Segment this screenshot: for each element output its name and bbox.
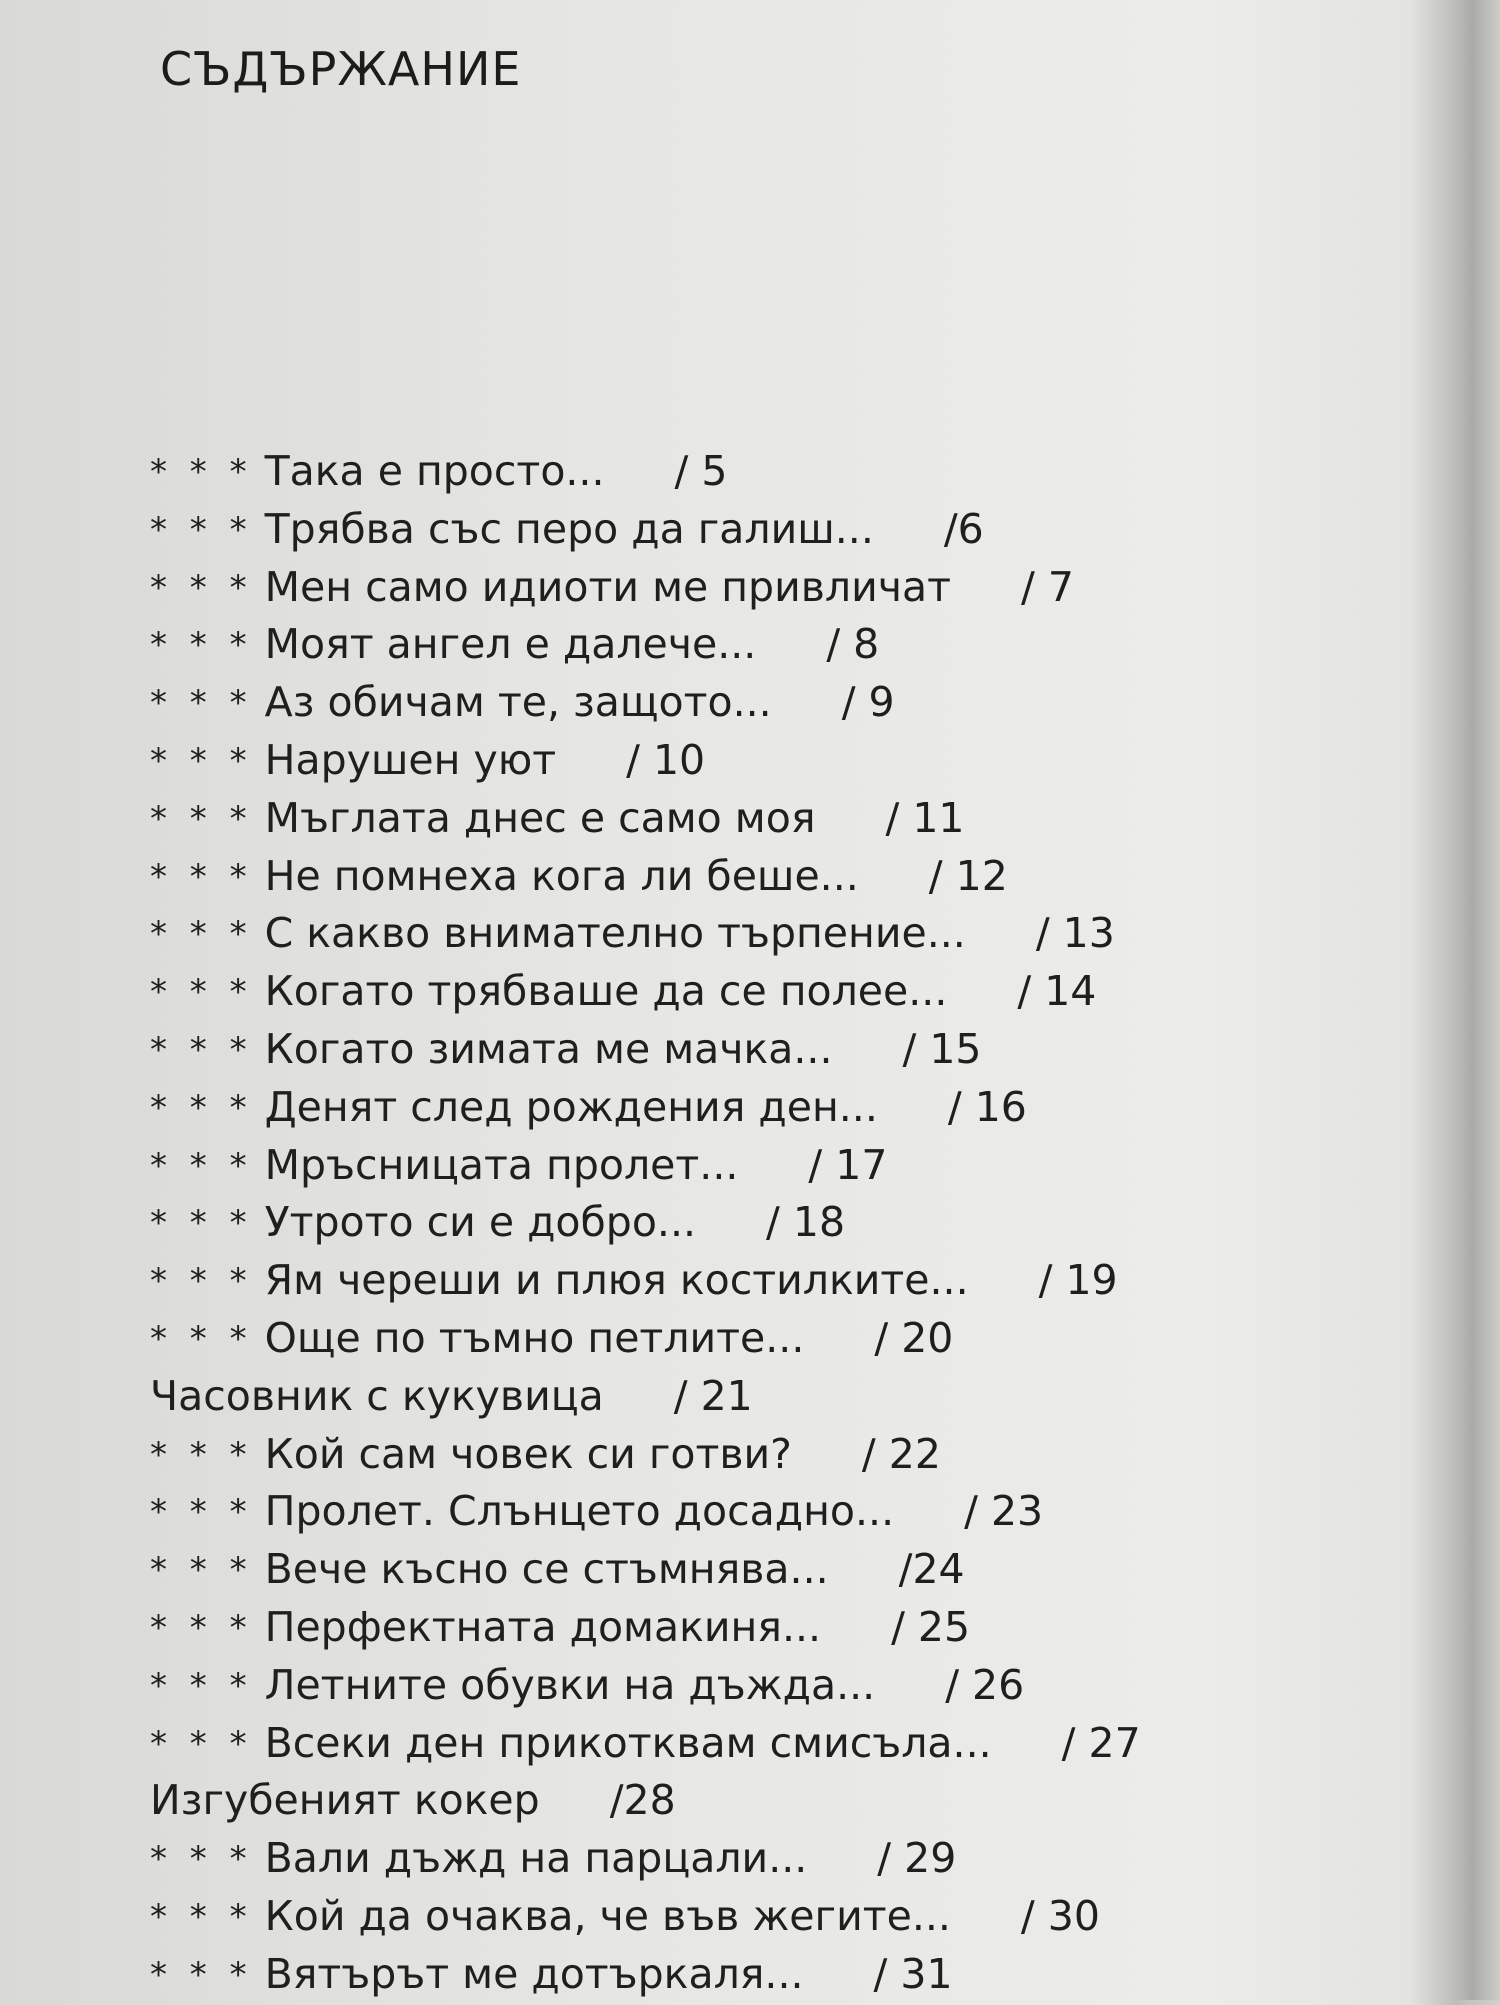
entry-marker: * * * [150, 740, 253, 781]
entry-title: Мръсницата пролет... [264, 1140, 739, 1189]
entry-page-number: / 13 [1035, 909, 1115, 958]
entry-marker: * * * [150, 452, 253, 492]
entry-page-number: / 8 [826, 620, 880, 669]
entry-title: Не помнеха кога ли беше... [264, 851, 859, 900]
entry-title: Летните обувки на дъжда... [264, 1660, 876, 1709]
entry-page-number: / 25 [891, 1602, 971, 1651]
entry-marker: * * * [150, 1607, 253, 1648]
entry-marker: * * * [150, 625, 253, 666]
entry-marker: * * * [150, 1203, 253, 1244]
entry-page-number: / 14 [1017, 967, 1097, 1016]
toc-entry [150, 501, 1141, 559]
entry-marker: * * * [150, 972, 253, 1013]
entry-title: Изгубеният кокер [150, 1776, 540, 1825]
toc-entry [150, 1194, 1141, 1252]
entry-page-number: / 12 [928, 851, 1008, 900]
entry-title: Ям череши и плюя костилките... [264, 1256, 969, 1305]
entry-marker: * * * [150, 914, 253, 955]
entry-title: Аз обичам те, защото... [264, 678, 772, 727]
toc-entry [150, 559, 1141, 617]
entry-marker: * * * [150, 1434, 253, 1475]
table-of-contents [150, 443, 1141, 2004]
entry-page-number: / 16 [947, 1082, 1027, 1131]
toc-entry [150, 1310, 1141, 1368]
entry-title: Часовник с кукувица [150, 1371, 604, 1420]
toc-entry [150, 443, 1141, 501]
entry-marker: * * * [150, 1318, 253, 1359]
entry-marker: * * * [150, 798, 253, 839]
toc-entry [150, 1021, 1141, 1079]
entry-page-number: / 7 [1020, 562, 1074, 611]
entry-marker: * * * [150, 567, 253, 608]
entry-page-number: / 19 [1038, 1256, 1118, 1305]
entry-page-number: / 9 [841, 678, 895, 727]
entry-marker: * * * [150, 509, 253, 550]
toc-entry [150, 1483, 1141, 1541]
toc-entry [150, 1079, 1141, 1137]
entry-page-number: / 27 [1061, 1718, 1141, 1767]
entry-title: Всеки ден прикотквам смисъла... [264, 1718, 992, 1767]
entry-marker: * * * [150, 1723, 253, 1764]
entry-title: Мъглата днес е само моя [264, 793, 816, 842]
entry-page-number: / 23 [964, 1487, 1044, 1536]
entry-title: Перфектната домакиня... [264, 1602, 822, 1651]
entry-title: С какво внимателно търпение... [264, 909, 966, 958]
page-title: СЪДЪРЖАНИЕ [160, 42, 522, 96]
entry-page-number: / 22 [861, 1429, 941, 1478]
toc-entry [150, 616, 1141, 674]
toc-entry [150, 1252, 1141, 1310]
toc-entry [150, 790, 1141, 848]
entry-page-number: / 17 [808, 1140, 888, 1189]
entry-page-number: / 29 [877, 1834, 957, 1883]
toc-entry [150, 1541, 1141, 1599]
entry-title: Моят ангел е далече... [264, 620, 757, 669]
entry-marker: * * * [150, 856, 253, 897]
entry-title: Утрото си е добро... [264, 1198, 697, 1247]
entry-marker: * * * [150, 1839, 253, 1880]
entry-title: Вече късно се стъмнява... [264, 1545, 829, 1594]
entry-page-number: / 11 [885, 793, 965, 842]
toc-entry [150, 1888, 1141, 1946]
toc-entry [150, 1715, 1141, 1773]
entry-marker: * * * [150, 1896, 253, 1937]
entry-page-number: /28 [609, 1776, 676, 1825]
toc-entry [150, 905, 1141, 963]
entry-marker: * * * [150, 1145, 253, 1186]
entry-marker: * * * [150, 1087, 253, 1128]
entry-title: Мен само идиоти ме привличат [264, 562, 951, 611]
entry-marker: * * * [150, 1665, 253, 1706]
entry-title: Когато зимата ме мачка... [264, 1024, 833, 1073]
entry-page-number: / 21 [673, 1371, 753, 1420]
entry-title: Кой да очаква, че във жегите... [264, 1891, 951, 1940]
toc-entry [150, 1368, 1141, 1426]
entry-page-number: / 26 [945, 1660, 1025, 1709]
entry-page-number: / 20 [874, 1313, 954, 1362]
entry-marker: * * * [150, 683, 253, 724]
entry-title: Вали дъжд на парцали... [264, 1834, 808, 1883]
entry-title: Още по тъмно петлите... [264, 1313, 805, 1362]
page-edge-shadow [1454, 0, 1500, 2000]
toc-entry [150, 963, 1141, 1021]
entry-page-number: / 18 [766, 1198, 846, 1247]
entry-title: Когато трябваше да се полее... [264, 967, 948, 1016]
entry-page-number: / 15 [902, 1024, 982, 1073]
entry-title: Така е просто... [264, 447, 605, 495]
toc-entry [150, 1426, 1141, 1484]
entry-title: Вятърът ме дотъркаля... [264, 1949, 804, 1998]
entry-marker: * * * [150, 1492, 253, 1533]
toc-entry [150, 674, 1141, 732]
entry-marker: * * * [150, 1261, 253, 1302]
entry-marker: * * * [150, 1550, 253, 1591]
entry-title: Кой сам човек си готви? [264, 1429, 792, 1478]
entry-marker: * * * [150, 1029, 253, 1070]
toc-entry [150, 1599, 1141, 1657]
toc-entry [150, 848, 1141, 906]
toc-entry [150, 1772, 1141, 1830]
entry-page-number: / 10 [626, 735, 706, 784]
entry-page-number: / 5 [674, 447, 728, 495]
entry-page-number: /24 [898, 1545, 965, 1594]
entry-page-number: / 31 [873, 1949, 953, 1998]
entry-title: Пролет. Слънцето досадно... [264, 1487, 895, 1536]
toc-entry [150, 732, 1141, 790]
toc-entry [150, 1830, 1141, 1888]
entry-page-number: /6 [943, 504, 984, 553]
entry-marker: * * * [150, 1954, 253, 1995]
entry-page-number: / 30 [1020, 1891, 1100, 1940]
entry-title: Нарушен уют [264, 735, 557, 784]
entry-title: Денят след рождения ден... [264, 1082, 878, 1131]
toc-entry [150, 1657, 1141, 1715]
toc-entry [150, 1946, 1141, 2004]
toc-entry [150, 1137, 1141, 1195]
entry-title: Трябва със перо да галиш... [264, 504, 874, 553]
